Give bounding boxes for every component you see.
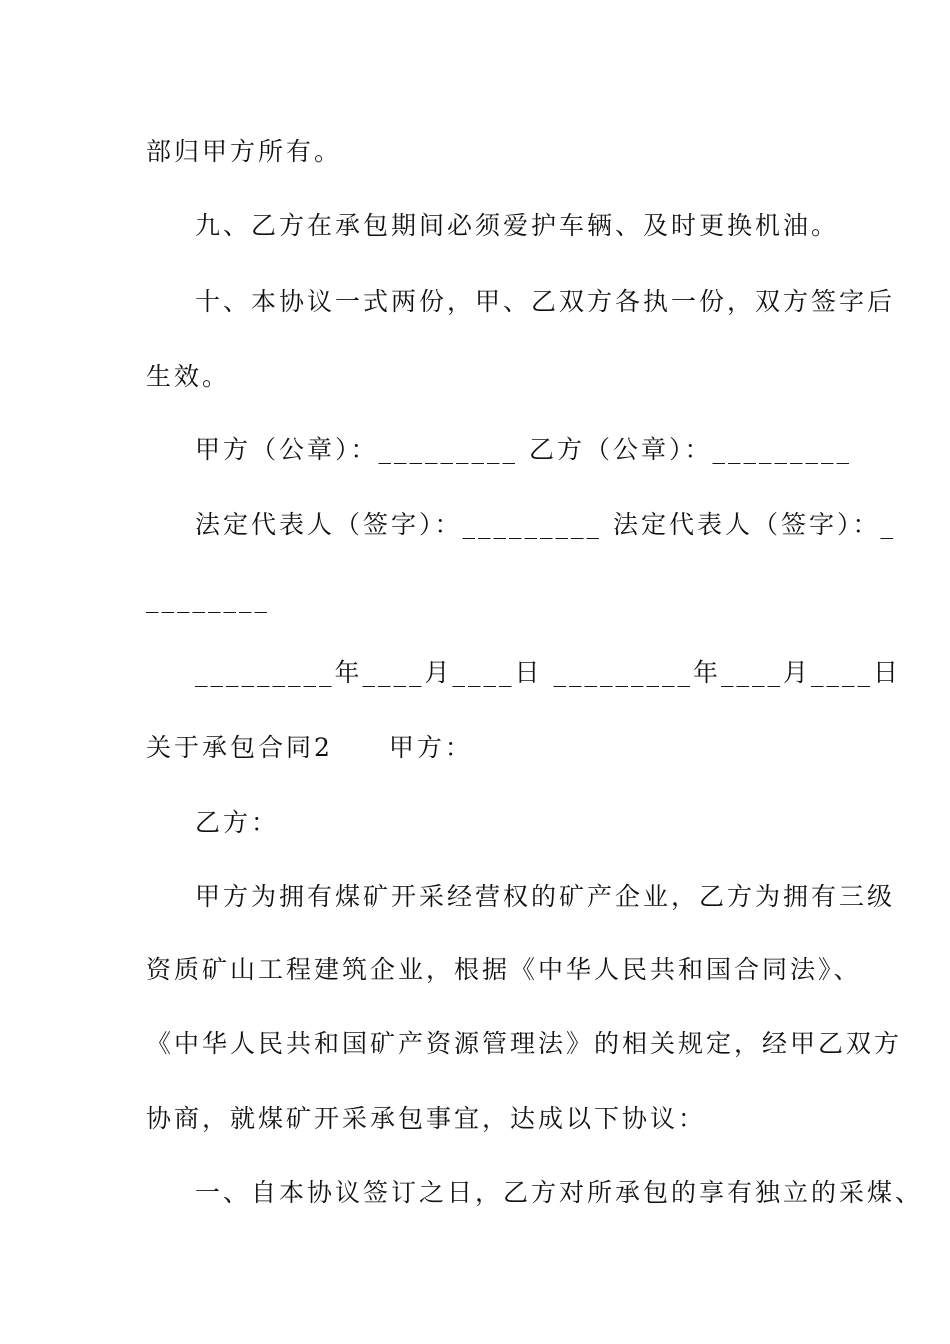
section-heading: 关于承包合同2 甲方：: [146, 733, 473, 762]
text-line-15: 一、自本协议签订之日，乙方对所承包的享有独立的采煤、: [195, 1178, 924, 1207]
signature-line-seal: 甲方（公章）：_________ 乙方（公章）：_________: [195, 435, 852, 464]
text-line-1: 部归甲方所有。: [146, 137, 343, 166]
party-b-label: 乙方：: [195, 808, 280, 837]
text-line-12: 资质矿山工程建筑企业，根据《中华人民共和国合同法》、: [146, 955, 862, 984]
text-line-13: 《中华人民共和国矿产资源管理法》的相关规定，经甲乙双方: [146, 1029, 903, 1058]
text-line-11: 甲方为拥有煤矿开采经营权的矿产企业，乙方为拥有三级: [195, 882, 896, 911]
text-line-2: 九、乙方在承包期间必须爱护车辆、及时更换机油。: [195, 211, 840, 240]
text-line-3: 十、本协议一式两份，甲、乙双方各执一份，双方签字后: [195, 287, 896, 316]
signature-line-representative: 法定代表人（签字）：_________ 法定代表人（签字）：_: [195, 510, 896, 539]
signature-line-continuation: ________: [146, 584, 270, 613]
date-line: _________年____月____日 _________年____月____日: [195, 658, 901, 687]
text-line-4: 生效。: [146, 362, 231, 391]
text-line-14: 协商，就煤矿开采承包事宜，达成以下协议：: [146, 1104, 707, 1133]
